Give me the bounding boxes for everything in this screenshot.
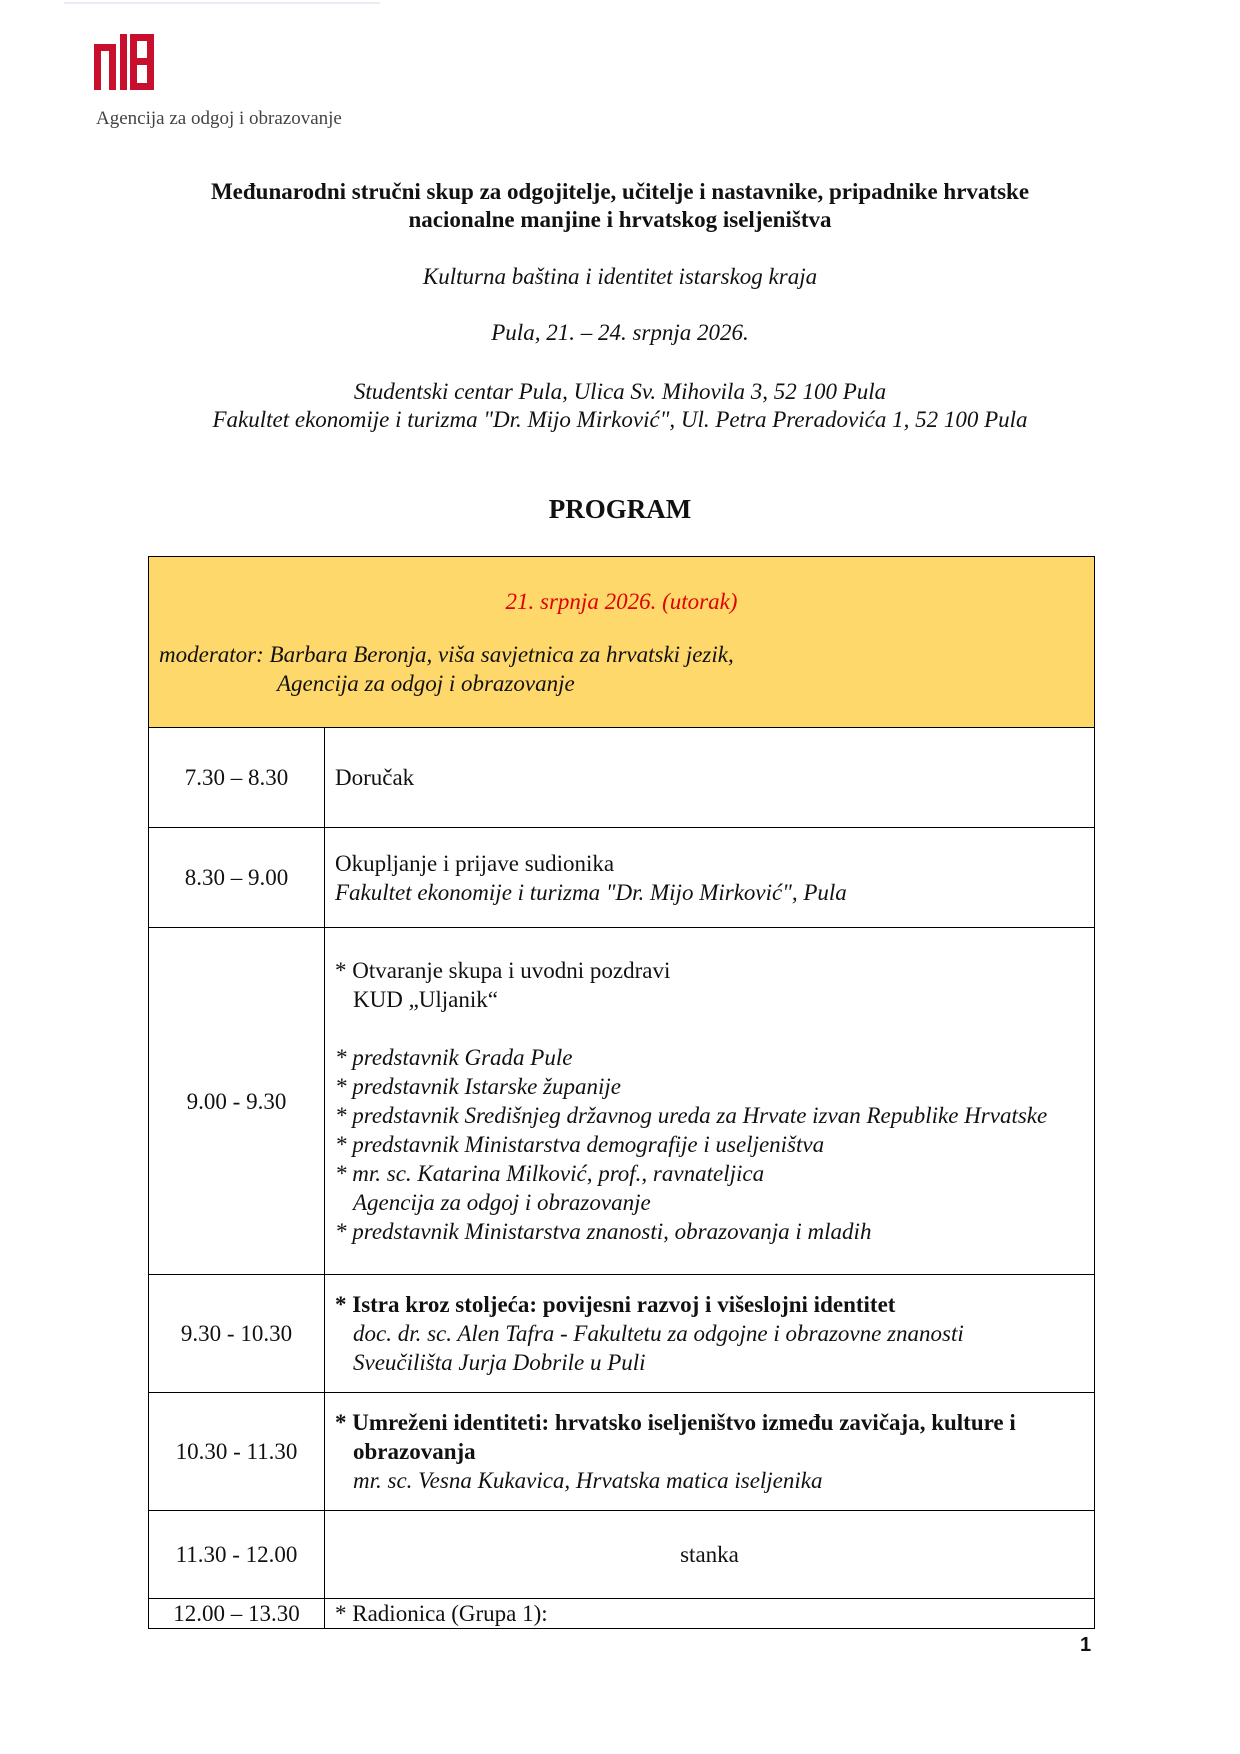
activity-title-line1: * Umreženi identiteti: hrvatsko iseljeništvo između zavičaja, kulture i [335, 1410, 1016, 1435]
table-row [149, 1511, 1095, 1599]
table-row [149, 1393, 1095, 1511]
event-title [140, 178, 1100, 234]
table-row [149, 828, 1095, 928]
activity-cell [325, 1393, 1095, 1511]
table-row [149, 728, 1095, 828]
time-cell: 8.30 – 9.00 [149, 828, 325, 928]
activity-cell [325, 1275, 1095, 1393]
event-title-line2: nacionalne manjine i hrvatskog iseljeništva [408, 207, 832, 232]
time-cell: 7.30 – 8.30 [149, 728, 325, 828]
list-item: * predstavnik Istarske županije [335, 1074, 621, 1099]
activity-cell [325, 828, 1095, 928]
day-header-cell [149, 557, 1095, 728]
activity-speaker: doc. dr. sc. Alen Tafra - Fakultetu za odgojne i obrazovne znanosti [353, 1321, 964, 1346]
activity-speaker: mr. sc. Vesna Kukavica, Hrvatska matica iseljenika [353, 1468, 823, 1493]
activity-title: * Otvaranje skupa i uvodni pozdravi [335, 958, 671, 983]
top-divider [64, 2, 380, 4]
venue-line2: Fakultet ekonomije i turizma "Dr. Mijo Mirković", Ul. Petra Preradovića 1, 52 100 Pula [212, 407, 1028, 432]
event-venue [140, 378, 1100, 434]
table-row [149, 928, 1095, 1275]
event-title-line1: Međunarodni stručni skup za odgojitelje, učitelje i nastavnike, pripadnike hrvatske [210, 179, 1030, 204]
day-header-row [149, 557, 1095, 728]
list-item: * predstavnik Ministarstva znanosti, obrazovanja i mladih [335, 1219, 872, 1244]
activity-performer: KUD „Uljanik“ [353, 987, 498, 1012]
event-subtitle: Kulturna baština i identitet istarskog kraja [422, 264, 818, 289]
activity-title-line2: obrazovanja [353, 1439, 476, 1464]
list-item: * predstavnik Središnjeg državnog ureda za Hrvate izvan Republike Hrvatske [335, 1103, 1048, 1128]
page-number: 1 [1080, 1634, 1092, 1656]
moderator-line2: Agencija za odgoj i obrazovanje [277, 670, 575, 696]
list-item: * predstavnik Grada Pule [335, 1045, 573, 1070]
activity-speaker-affiliation: Sveučilišta Jurja Dobrile u Puli [353, 1350, 646, 1375]
moderator [159, 640, 1084, 698]
time-cell: 11.30 - 12.00 [149, 1511, 325, 1599]
activity-cell [325, 928, 1095, 1275]
activity-title: * Istra kroz stoljeća: povijesni razvoj i višeslojni identitet [335, 1292, 896, 1317]
table-row [149, 1275, 1095, 1393]
break-cell: stanka [325, 1511, 1095, 1599]
event-date: Pula, 21. – 24. srpnja 2026. [491, 320, 749, 345]
logo-text: Agencija za odgoj i obrazovanje [96, 108, 342, 129]
list-item: Agencija za odgoj i obrazovanje [353, 1190, 651, 1215]
time-cell: 9.00 - 9.30 [149, 928, 325, 1275]
aoo-logo-icon [94, 34, 156, 90]
time-cell: 10.30 - 11.30 [149, 1393, 325, 1511]
day-date: 21. srpnja 2026. (utorak) [505, 588, 738, 614]
list-item: * mr. sc. Katarina Milković, prof., ravnateljica [335, 1161, 765, 1186]
venue-line1: Studentski centar Pula, Ulica Sv. Mihovila 3, 52 100 Pula [353, 379, 887, 404]
list-item: * predstavnik Ministarstva demografije i useljeništva [335, 1132, 825, 1157]
program-table [148, 556, 1095, 1629]
time-cell: 12.00 – 13.30 [149, 1599, 325, 1629]
activity-title: Okupljanje i prijave sudionika [335, 850, 615, 876]
activity-cell: * Radionica (Grupa 1): [325, 1599, 1095, 1629]
table-row [149, 1599, 1095, 1629]
activity-location: Fakultet ekonomije i turizma "Dr. Mijo Mirković", Pula [335, 879, 847, 905]
time-cell: 9.30 - 10.30 [149, 1275, 325, 1393]
program-heading: PROGRAM [548, 494, 692, 524]
moderator-line1: moderator: Barbara Beronja, viša savjetnica za hrvatski jezik, [159, 641, 734, 667]
activity-cell: Doručak [325, 728, 1095, 828]
